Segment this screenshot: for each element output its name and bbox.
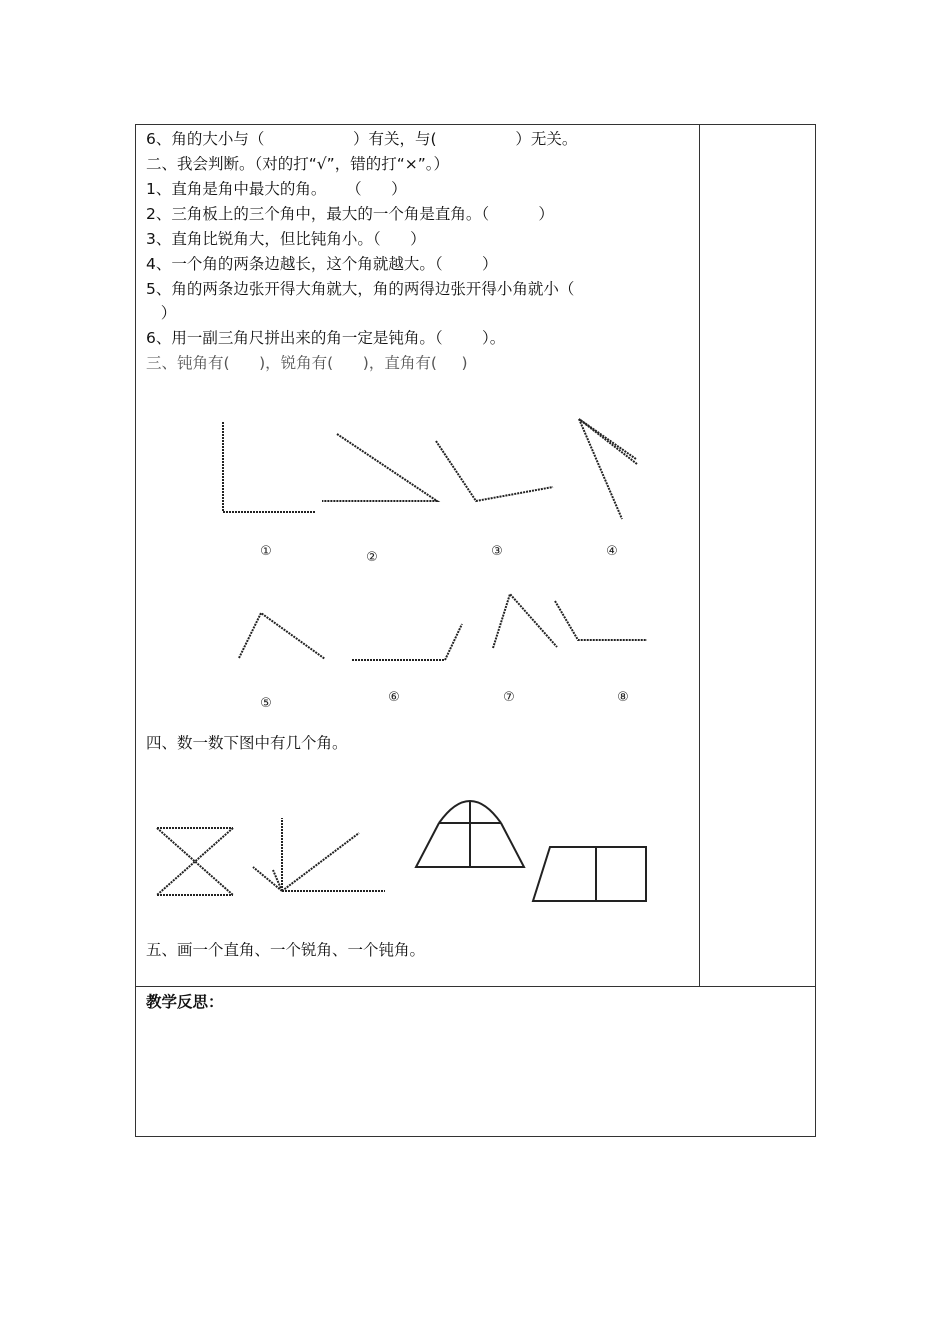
question-6-blanks: 6、角的大小与（ ）有关，与( ）无关。 [146, 130, 578, 148]
judge-item-5-cont: ） [146, 304, 177, 322]
angle-7 [493, 594, 557, 648]
judge-item-5: 5、角的两条边张开得大角就大，角的两得边张开得小角就小（ [146, 280, 575, 298]
section-4-title: 四、数一数下图中有几个角。 [146, 734, 348, 752]
angle-3 [436, 441, 553, 501]
worksheet-table [135, 124, 816, 1137]
rays-figure [253, 818, 385, 891]
judge-item-1: 1、直角是角中最大的角。 （ ） [146, 180, 407, 198]
section-5-title: 五、画一个直角、一个锐角、一个钝角。 [146, 941, 426, 959]
label-7: ⑦ [503, 690, 515, 705]
judge-item-6: 6、用一副三角尺拼出来的角一定是钝角。（ ）。 [146, 329, 506, 347]
hourglass-figure [157, 828, 233, 895]
reflection-title: 教学反思： [146, 993, 224, 1011]
angle-figures [136, 125, 817, 987]
label-4: ④ [606, 544, 618, 559]
parallelogram-square-figure [533, 847, 646, 901]
label-3: ③ [491, 544, 503, 559]
angle-5 [239, 613, 325, 659]
dome-figure [416, 801, 524, 867]
angle-6 [352, 624, 462, 660]
judge-item-3: 3、直角比锐角大，但比钝角小。（ ） [146, 230, 426, 248]
section-2-title: 二、我会判断。（对的打“√”，错的打“×”。） [146, 155, 449, 173]
label-1: ① [260, 544, 272, 559]
judge-item-4: 4、一个角的两条边越长，这个角就越大。（ ） [146, 255, 498, 273]
label-6: ⑥ [388, 690, 400, 705]
judge-item-2: 2、三角板上的三个角中，最大的一个角是直角。（ ） [146, 205, 554, 223]
section-3-title: 三、钝角有( )，锐角有( )，直角有( ) [146, 354, 468, 372]
label-8: ⑧ [617, 690, 629, 705]
label-2: ② [366, 550, 378, 565]
angle-1 [223, 422, 316, 512]
label-5: ⑤ [260, 696, 272, 711]
angle-8 [555, 601, 647, 640]
angle-2 [322, 434, 437, 501]
